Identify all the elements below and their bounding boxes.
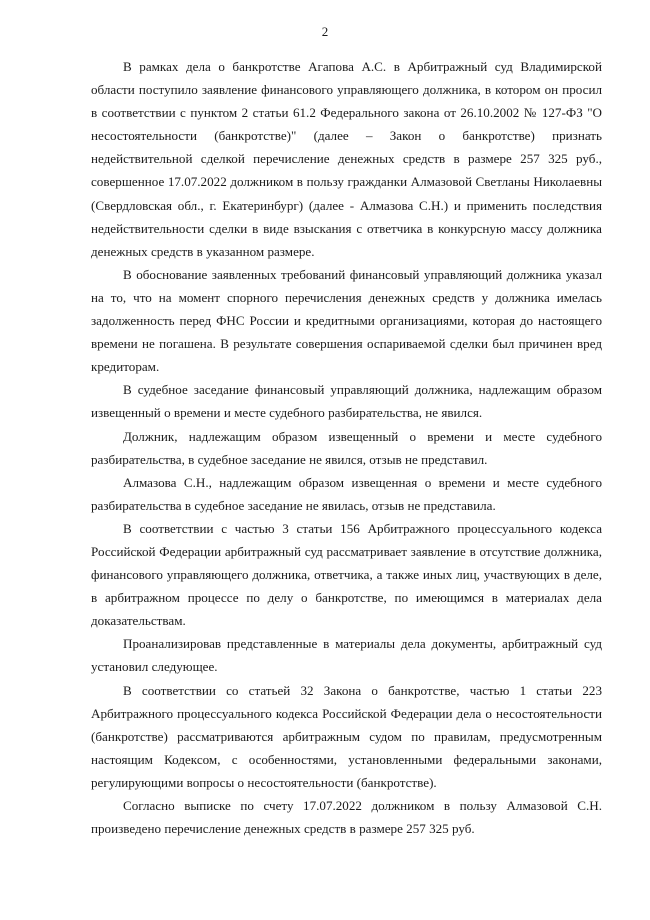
- paragraph-procedural-basis: В соответствии с частью 3 статьи 156 Арбитражного процессуального кодекса Российской Федерации арбитражный суд рассматривает заявление в отсутствие должника, финансового управляющего должника, ответчика, а также иных лиц, участвующих в деле, в арбитражном процессе по делу о банкротстве, по имеющимся в материалах дела доказательствам.: [91, 520, 602, 629]
- paragraph-debtor-absence: Должник, надлежащим образом извещенный о времени и месте судебного разбирательства, в судебное заседание не явился, отзыв не представил.: [91, 428, 602, 467]
- paragraph-bank-statement: Согласно выписке по счету 17.07.2022 должником в пользу Алмазовой С.Н. произведено перечисление денежных средств в размере 257 325 руб.: [91, 798, 602, 837]
- document-body: [91, 55, 602, 840]
- paragraph-applicable-law: В соответствии со статьей 32 Закона о банкротстве, частью 1 статьи 223 Арбитражного процессуального кодекса Российской Федерации дела о несостоятельности (банкротстве) рассматриваются арбитражным судом по правилам, предусмотренным настоящим Кодексом, с особенностями, установленными федеральными законами, регулирующими вопросы о несостоятельности (банкротстве).: [91, 682, 602, 790]
- paragraph-claim-grounds: В обоснование заявленных требований финансовый управляющий должника указал на то, что на момент спорного перечисления денежных средств у должника имелась задолженность перед ФНС России и кредитными организациями, которая до настоящего времени не погашена. В результате совершения оспариваемой сделки был причинен вред кредиторам.: [91, 266, 602, 375]
- page-number: 2: [321, 24, 329, 39]
- paragraph-respondent-absence: Алмазова С.Н., надлежащим образом извещенная о времени и месте судебного разбирательства в судебное заседание не явилась, отзыв не представила.: [91, 474, 602, 513]
- paragraph-court-findings-intro: Проанализировав представленные в материалы дела документы, арбитражный суд установил следующее.: [91, 636, 602, 675]
- paragraph-case-intro: В рамках дела о банкротстве Агапова А.С. в Арбитражный суд Владимирской области поступило заявление финансового управляющего должника, в котором он просил в соответствии с пунктом 2 статьи 61.2 Федерального закона от 26.10.2002 № 127-ФЗ "О несостоятельности (банкротстве)" (далее – Закон о банкротстве) признать недействительной сделкой перечисление денежных средств в размере 257 325 руб., совершенное 17.07.2022 должником в пользу гражданки Алмазовой Светланы Николаевны (Свердловская обл., г. Екатеринбург) (далее - Алмазова С.Н.) и применить последствия недействительности сделки в виде взыскания с ответчика в конкурсную массу должника денежных средств в указанном размере.: [91, 59, 602, 259]
- paragraph-manager-absence: В судебное заседание финансовый управляющий должника, надлежащим образом извещенный о времени и месте судебного разбирательства, не явился.: [91, 382, 602, 421]
